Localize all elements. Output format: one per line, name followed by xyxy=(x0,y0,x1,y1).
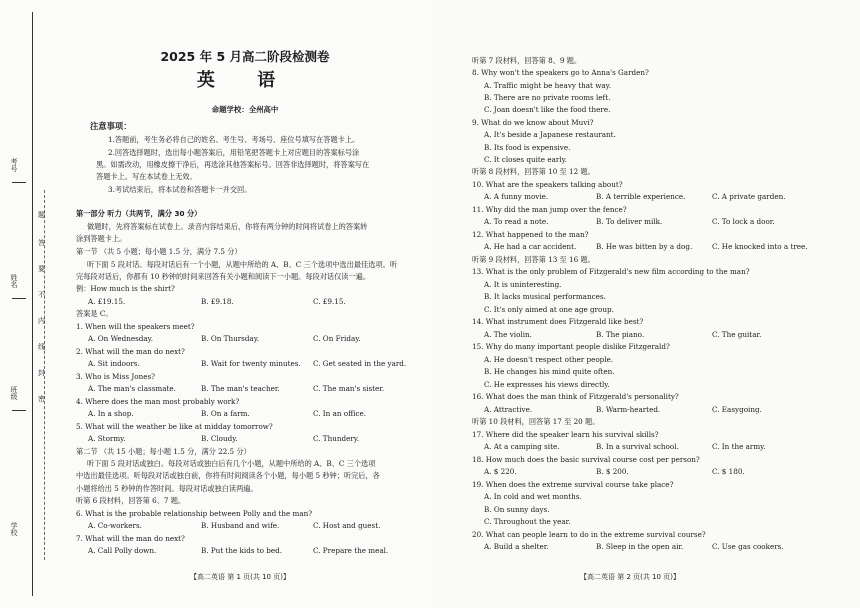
q3-option-b: B. The man's teacher. xyxy=(201,384,280,393)
q4-option-c: C. In an office. xyxy=(313,409,367,418)
example-option: A. £19.15. xyxy=(88,297,126,306)
q11-option-a: A. To read a note. xyxy=(484,217,549,226)
q20-option-b: B. Sleep in the open air. xyxy=(596,542,684,551)
q18-option-b: B. $ 200. xyxy=(596,467,629,476)
q2-option-a: A. Sit indoors. xyxy=(88,359,140,368)
text9-instruction: 听第 9 段材料，回答第 13 至 16 题。 xyxy=(472,255,595,264)
q17-option-c: C. In the army. xyxy=(712,442,766,451)
q3-option-c: C. The man's sister. xyxy=(313,384,385,393)
q14-option-c: C. The guitar. xyxy=(712,330,762,339)
question-3: 3. Who is Miss Jones? xyxy=(76,372,155,381)
q7-option-b: B. Put the kids to bed. xyxy=(201,546,283,555)
question-14: 14. What instrument does Fitzgerald like best? xyxy=(472,317,644,326)
q15-option-c: C. He expresses his views directly. xyxy=(484,380,610,389)
q17-option-a: A. At a camping site. xyxy=(484,442,560,451)
q10-option-a: A. A funny movie. xyxy=(484,192,549,201)
class-label: 班级 xyxy=(10,386,18,400)
note-line: 3.考试结束后，将本试卷和答题卡一并交回。 xyxy=(108,185,252,194)
question-19: 19. When does the extreme survival course take place? xyxy=(472,480,674,489)
question-13: 13. What is the only problem of Fitzgerald's new film according to the man? xyxy=(472,267,750,276)
seal-warning-char: 不 xyxy=(38,291,45,299)
q5-option-c: C. Thundery. xyxy=(313,434,360,443)
section2-heading: 第二节 （共 15 小题；每小题 1.5 分，满分 22.5 分） xyxy=(76,447,251,456)
q10-option-b: B. A terrible experience. xyxy=(596,192,686,201)
q18-option-c: C. $ 180. xyxy=(712,467,745,476)
q15-option-a: A. He doesn't respect other people. xyxy=(484,355,614,364)
note-line: 1.答题前，考生务必将自己的姓名、考生号、考场号、座位号填写在答题卡上。 xyxy=(108,135,360,144)
q11-option-c: C. To lock a door. xyxy=(712,217,775,226)
question-5: 5. What will the weather be like at midday tomorrow? xyxy=(76,422,273,431)
seal-warning-char: 题 xyxy=(38,211,45,219)
q9-option-c: C. It closes quite early. xyxy=(484,155,568,164)
example-answer: 答案是 C。 xyxy=(76,309,113,318)
question-1: 1. When will the speakers meet? xyxy=(76,322,195,331)
q6-option-b: B. Husband and wife. xyxy=(201,521,280,530)
q5-option-b: B. Cloudy. xyxy=(201,434,238,443)
q4-option-b: B. On a farm. xyxy=(201,409,250,418)
q8-option-b: B. There are no private rooms left. xyxy=(484,93,611,102)
q19-option-a: A. In cold and wet months. xyxy=(484,492,582,501)
seal-warning-char: 密 xyxy=(38,395,45,403)
q20-option-c: C. Use gas cookers. xyxy=(712,542,784,551)
part1-heading: 第一部分 听力（共两节，满分 30 分） xyxy=(76,209,202,218)
section2-intro: 中选出最佳选项。听每段对话或独白前，你将有时间阅读各个小题，每小题 5 秒钟；听完后，各 xyxy=(76,471,380,480)
q9-option-b: B. Its food is expensive. xyxy=(484,143,571,152)
binding-line xyxy=(32,12,33,596)
section1-heading: 第一节 （共 5 小题；每小题 1.5 分，满分 7.5 分） xyxy=(76,247,242,256)
question-20: 20. What can people learn to do in the extreme survival course? xyxy=(472,530,706,539)
text6-instruction: 听第 6 段材料，回答第 6、7 题。 xyxy=(76,496,186,505)
section2-intro: 小题将给出 5 秒钟的作答时间。每段对话或独白读两遍。 xyxy=(76,484,258,493)
note-line: 黑。如需改动，用橡皮擦干净后，再选涂其他答案标号。回答非选择题时，将答案写在 xyxy=(96,160,370,169)
q7-option-a: A. Call Polly down. xyxy=(88,546,157,555)
q17-option-b: B. In a survival school. xyxy=(596,442,679,451)
q15-option-b: B. He changes his mind quite often. xyxy=(484,367,615,376)
q16-option-c: C. Easygoing. xyxy=(712,405,762,414)
subject-title: 英 语 xyxy=(196,70,294,91)
question-18: 18. How much does the basic survival course cost per person? xyxy=(472,455,700,464)
question-9: 9. What do we know about Muvi? xyxy=(472,118,594,127)
setter-school: 命题学校：全州高中 xyxy=(211,105,279,114)
seal-warning-char: 要 xyxy=(38,265,45,273)
question-16: 16. What does the man think of Fitzgerald's personality? xyxy=(472,392,679,401)
name-blank xyxy=(12,298,26,299)
note-line: 答题卡上。写在本试卷上无效。 xyxy=(96,172,197,181)
q16-option-a: A. Attractive. xyxy=(484,405,533,414)
part1-intro: 涂到答题卡上。 xyxy=(76,234,127,243)
q14-option-b: B. The piano. xyxy=(596,330,645,339)
seal-warning-char: 线 xyxy=(38,343,45,351)
seal-warning-char: 内 xyxy=(38,317,45,325)
q12-option-a: A. He had a car accident. xyxy=(484,242,577,251)
q16-option-b: B. Warm-hearted. xyxy=(596,405,661,414)
q3-option-a: A. The man's classmate. xyxy=(88,384,176,393)
question-17: 17. Where did the speaker learn his survival skills? xyxy=(472,430,659,439)
example-option: B. £9.18. xyxy=(201,297,234,306)
section1-intro: 完每段对话后，你都有 10 秒钟的时间来回答有关小题和阅读下一小题。每段对话仅读一遍。 xyxy=(76,272,371,281)
q11-option-b: B. To deliver milk. xyxy=(596,217,663,226)
q6-option-c: C. Host and guest. xyxy=(313,521,381,530)
text10-instruction: 听第 10 段材料，回答第 17 至 20 题。 xyxy=(472,417,600,426)
text8-instruction: 听第 8 段材料，回答第 10 至 12 题。 xyxy=(472,167,595,176)
exam-page-2 xyxy=(430,0,860,608)
binding-strip xyxy=(0,0,60,608)
section2-intro: 听下面 5 段对话或独白。每段对话或独白后有几个小题，从题中所给的 A、B、C 三个选项 xyxy=(87,459,376,468)
q2-option-c: C. Get seated in the yard. xyxy=(313,359,407,368)
question-2: 2. What will the man do next? xyxy=(76,347,185,356)
q18-option-a: A. $ 220. xyxy=(484,467,517,476)
q20-option-a: A. Build a shelter. xyxy=(484,542,549,551)
q8-option-c: C. Joan doesn't like the food there. xyxy=(484,105,611,114)
example-option: C. £9.15. xyxy=(313,297,346,306)
question-4: 4. Where does the man most probably work? xyxy=(76,397,240,406)
q13-option-a: A. It is uninteresting. xyxy=(484,280,562,289)
question-8: 8. Why won't the speakers go to Anna's Garden? xyxy=(472,68,649,77)
q19-option-b: B. On sunny days. xyxy=(484,505,550,514)
page-footer: 【高二英语 第 2 页(共 10 页)】 xyxy=(580,573,680,581)
part1-intro: 做题时，先将答案标在试卷上。录音内容结束后，你将有两分钟的时间将试卷上的答案转 xyxy=(87,222,368,231)
q13-option-c: C. It's only aimed at one age group. xyxy=(484,305,614,314)
q6-option-a: A. Co-workers. xyxy=(88,521,142,530)
question-15: 15. Why do many important people dislike Fitzgerald? xyxy=(472,342,670,351)
note-line: 2.回答选择题时，选出每小题答案后，用铅笔把答题卡上对应题目的答案标号涂 xyxy=(108,148,360,157)
question-10: 10. What are the speakers talking about? xyxy=(472,180,623,189)
q1-option-c: C. On Friday. xyxy=(313,334,361,343)
question-11: 11. Why did the man jump over the fence? xyxy=(472,205,627,214)
text7-instruction: 听第 7 段材料，回答第 8、9 题。 xyxy=(472,56,582,65)
q13-option-b: B. It lacks musical performances. xyxy=(484,292,606,301)
q12-option-c: C. He knocked into a tree. xyxy=(712,242,808,251)
question-6: 6. What is the probable relationship between Polly and the man? xyxy=(76,509,313,518)
seal-warning-char: 封 xyxy=(38,369,45,377)
section1-intro: 听下面 5 段对话。每段对话后有一个小题，从题中所给的 A、B、C 三个选项中选出最佳选项。听 xyxy=(87,260,398,269)
exam-title: 2025 年 5 月高二阶段检测卷 xyxy=(160,49,330,64)
q2-option-b: B. Wait for twenty minutes. xyxy=(201,359,301,368)
page-footer: 【高二英语 第 1 页(共 10 页)】 xyxy=(190,573,290,581)
q8-option-a: A. Traffic might be heavy that way. xyxy=(484,81,612,90)
question-12: 12. What happened to the man? xyxy=(472,230,589,239)
school-label: 学校 xyxy=(10,522,18,536)
q12-option-b: B. He was bitten by a dog. xyxy=(596,242,693,251)
q5-option-a: A. Stormy. xyxy=(88,434,126,443)
notes-heading: 注意事项： xyxy=(90,121,132,131)
q1-option-b: B. On Thursday. xyxy=(201,334,260,343)
example-question: 例：How much is the shirt? xyxy=(76,284,175,293)
name-label: 姓名 xyxy=(10,274,18,288)
q1-option-a: A. On Wednesday. xyxy=(88,334,154,343)
question-7: 7. What will the man do next? xyxy=(76,534,185,543)
q19-option-c: C. Throughout the year. xyxy=(484,517,571,526)
exam-number-label: 考号 xyxy=(10,158,18,172)
q4-option-a: A. In a shop. xyxy=(88,409,134,418)
seal-warning-char: 答 xyxy=(38,239,45,247)
class-blank xyxy=(12,410,26,411)
q10-option-c: C. A private garden. xyxy=(712,192,786,201)
exam-number-blank xyxy=(12,182,26,183)
q7-option-c: C. Prepare the meal. xyxy=(313,546,389,555)
q14-option-a: A. The violin. xyxy=(484,330,532,339)
q9-option-a: A. It's beside a Japanese restaurant. xyxy=(484,130,616,139)
